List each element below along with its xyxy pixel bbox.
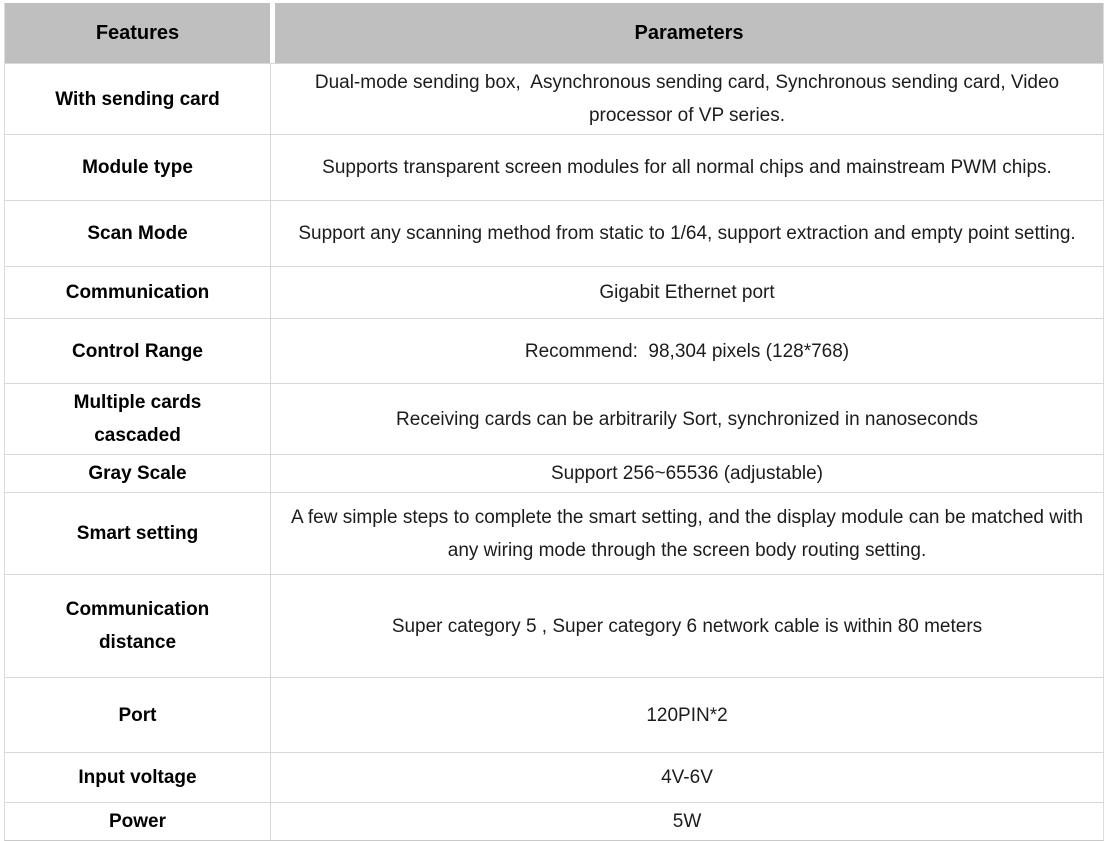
parameter-cell <box>270 492 1103 574</box>
feature-label: With sending card <box>55 88 220 110</box>
feature-cell <box>5 802 270 840</box>
feature-cell <box>5 266 270 318</box>
features-header-label: Features <box>95 21 180 44</box>
parameter-cell <box>270 802 1103 840</box>
parameter-text: Gigabit Ethernet port <box>599 282 775 303</box>
feature-label: Port <box>118 704 157 726</box>
feature-cell <box>5 492 270 574</box>
table-row <box>5 492 1103 574</box>
parameters-header-cell <box>270 3 1103 63</box>
table-header-row <box>5 3 1103 63</box>
parameter-text: 120PIN*2 <box>646 704 728 726</box>
feature-cell <box>5 383 270 454</box>
parameter-cell <box>270 63 1103 134</box>
table-row <box>5 134 1103 200</box>
table-row <box>5 383 1103 454</box>
parameter-text: Supports transparent screen modules for all normal chips and mainstream PWM chips. <box>322 157 1052 178</box>
parameter-cell <box>270 318 1103 383</box>
parameter-cell <box>270 134 1103 200</box>
parameter-cell <box>270 574 1103 677</box>
parameter-cell <box>270 677 1103 752</box>
table-row <box>5 454 1103 492</box>
parameter-text: Super category 5 , Super category 6 network cable is within 80 meters <box>391 615 983 637</box>
feature-cell <box>5 574 270 677</box>
parameter-cell <box>270 752 1103 802</box>
parameter-cell <box>270 266 1103 318</box>
features-header-cell <box>5 3 270 63</box>
feature-cell <box>5 63 270 134</box>
feature-cell <box>5 677 270 752</box>
parameter-text: 4V-6V <box>661 767 713 788</box>
feature-cell <box>5 134 270 200</box>
table-row <box>5 752 1103 802</box>
table-row <box>5 802 1103 840</box>
feature-label: Control Range <box>72 340 203 362</box>
feature-label: Multiple cards cascaded <box>73 392 202 446</box>
feature-label: Module type <box>82 157 193 178</box>
parameter-cell <box>270 383 1103 454</box>
feature-label: Communication <box>65 282 210 303</box>
parameter-cell <box>270 454 1103 492</box>
parameter-text: Support any scanning method from static to 1/64, support extraction and empty point setting. <box>298 223 1076 244</box>
feature-cell <box>5 200 270 266</box>
parameter-text: A few simple steps to complete the smart setting, and the display module can be matched with any wiring mode through the screen body routing setting. <box>290 506 1084 561</box>
feature-label: Gray Scale <box>88 463 187 484</box>
feature-label: Scan Mode <box>87 223 188 244</box>
parameter-text: Recommend: 98,304 pixels (128*768) <box>524 340 850 362</box>
feature-label: Communication distance <box>65 599 210 653</box>
table-row <box>5 266 1103 318</box>
feature-label: Power <box>108 811 167 832</box>
parameter-text: 5W <box>672 811 702 832</box>
parameter-text: Dual-mode sending box, Asynchronous sending card, Synchronous sending card, Video processor of VP series. <box>314 72 1060 126</box>
spec-table <box>4 3 1104 841</box>
table-row <box>5 200 1103 266</box>
feature-label: Input voltage <box>78 767 197 788</box>
feature-label: Smart setting <box>76 523 199 544</box>
parameter-cell <box>270 200 1103 266</box>
parameters-header-label: Parameters <box>634 21 744 44</box>
table-row <box>5 63 1103 134</box>
feature-cell <box>5 752 270 802</box>
feature-cell <box>5 318 270 383</box>
parameter-text: Support 256~65536 (adjustable) <box>550 463 823 484</box>
table-row <box>5 318 1103 383</box>
feature-cell <box>5 454 270 492</box>
table-row <box>5 574 1103 677</box>
parameter-text: Receiving cards can be arbitrarily Sort, synchronized in nanoseconds <box>396 408 978 430</box>
table-row <box>5 677 1103 752</box>
